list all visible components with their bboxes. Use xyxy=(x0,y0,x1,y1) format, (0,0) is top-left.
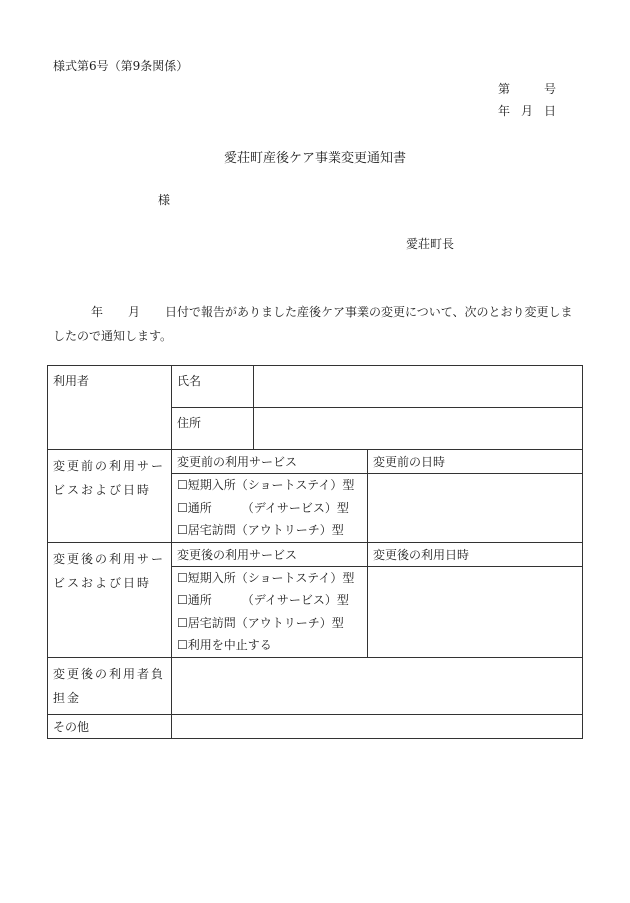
after-label: 変更後の利用サービスおよび日時 xyxy=(48,542,172,657)
table-row xyxy=(48,657,583,714)
after-date-header: 変更後の利用日時 xyxy=(368,542,583,566)
date-month: 月 xyxy=(521,104,534,118)
date-year: 年 xyxy=(498,104,511,118)
before-date-header: 変更前の日時 xyxy=(368,450,583,474)
other-value xyxy=(172,714,583,738)
before-service-header: 変更前の利用サービス xyxy=(172,450,368,474)
body-month: 月 xyxy=(128,305,141,319)
addressee: 様 xyxy=(158,193,171,207)
user-label: 利用者 xyxy=(48,366,172,450)
document-date xyxy=(498,102,556,119)
document-number xyxy=(498,80,556,97)
table-row xyxy=(48,542,583,566)
checkbox-option[interactable]: ☐利用を中止する xyxy=(177,638,272,652)
table-row xyxy=(48,366,583,408)
after-service-header: 変更後の利用サービス xyxy=(172,542,368,566)
issuer: 愛荘町長 xyxy=(406,237,455,251)
change-notice-table xyxy=(47,365,583,739)
checkbox-option[interactable]: ☐居宅訪問（アウトリーチ）型 xyxy=(177,523,344,537)
page-title: 愛荘町産後ケア事業変更通知書 xyxy=(223,151,406,166)
doc-number-label: 第 xyxy=(498,82,511,96)
address-label: 住所 xyxy=(172,408,254,450)
checkbox-option[interactable]: ☐短期入所（ショートステイ）型 xyxy=(177,570,355,585)
checkbox-option[interactable]: ☐通所 （デイサービス）型 xyxy=(177,500,349,515)
table-row xyxy=(48,714,583,738)
before-label: 変更前の利用サービスおよび日時 xyxy=(48,450,172,543)
after-date-value xyxy=(368,566,583,657)
address-value xyxy=(254,408,583,450)
checkbox-option[interactable]: ☐居宅訪問（アウトリーチ）型 xyxy=(177,615,344,630)
doc-number-suffix: 号 xyxy=(544,82,557,96)
burden-label: 変更後の利用者負担金 xyxy=(48,657,172,714)
before-options xyxy=(172,474,368,543)
body-text xyxy=(53,300,580,348)
body-year: 年 xyxy=(91,305,104,319)
after-options xyxy=(172,566,368,657)
name-label: 氏名 xyxy=(172,366,254,408)
body-rest: 日付で報告がありました産後ケア事業の変更について、次のとおり変更しましたので通知します。 xyxy=(53,305,573,343)
form-reference: 様式第6号（第9条関係） xyxy=(53,59,189,73)
checkbox-option[interactable]: ☐通所 （デイサービス）型 xyxy=(177,593,349,607)
burden-value xyxy=(172,657,583,714)
name-value xyxy=(254,366,583,408)
date-day: 日 xyxy=(544,104,557,118)
other-label: その他 xyxy=(48,714,172,738)
checkbox-option[interactable]: ☐短期入所（ショートステイ）型 xyxy=(177,478,355,492)
table-row xyxy=(48,450,583,474)
before-date-value xyxy=(368,474,583,543)
